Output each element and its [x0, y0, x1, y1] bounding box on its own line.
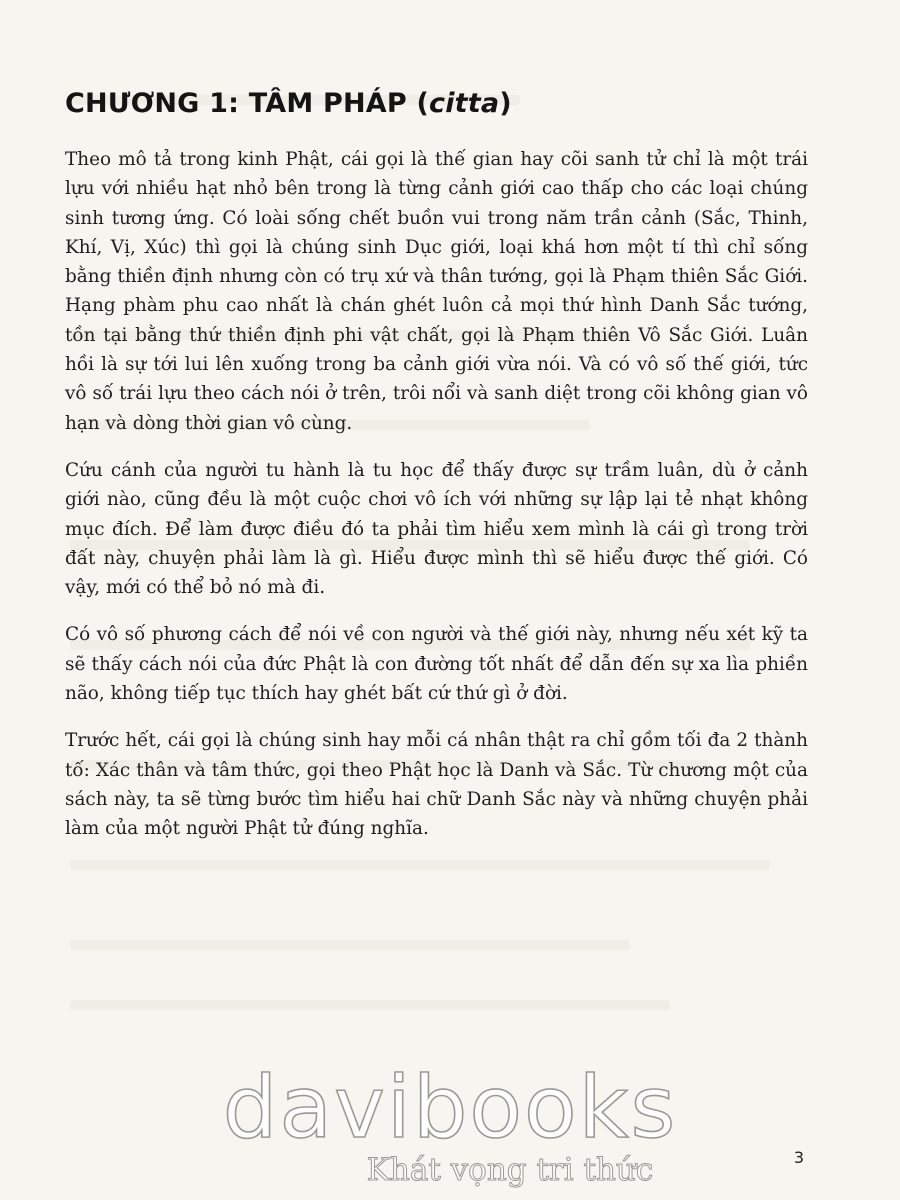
chapter-title-pali-term: citta [429, 88, 500, 119]
page-number: 3 [793, 1148, 804, 1167]
watermark-brand: davibooks [222, 1058, 678, 1158]
watermark-tagline: Khát vọng tri thức [366, 1152, 654, 1188]
chapter-title [65, 88, 808, 119]
paragraph: Trước hết, cái gọi là chúng sinh hay mỗi cá nhân thật ra chỉ gồm tối đa 2 thành tố: Xác thân và tâm thức, gọi theo Phật học là Danh và Sắc. Từ chương một của sách này, ta sẽ từng bước tìm hiểu hai chữ Danh Sắc này và những chuyện phải làm của một người Phật tử đúng nghĩa. [65, 730, 808, 840]
chapter-title-suffix: ) [499, 88, 512, 119]
paragraph: Có vô số phương cách để nói về con người và thế giới này, nhưng nếu xét kỹ ta sẽ thấy cách nói của đức Phật là con đường tốt nhất để dẫn đến sự xa lìa phiền não, không tiếp tục thích hay ghét bất cứ thứ gì ở đời. [65, 624, 808, 705]
paragraph: Cứu cánh của người tu hành là tu học để thấy được sự trầm luân, dù ở cảnh giới nào, cũng đều là một cuộc chơi vô ích với những sự lập lại tẻ nhạt không mục đích. Để làm được điều đó ta phải tìm hiểu xem mình là cái gì trong trời đất này, chuyện phải làm là gì. Hiểu được mình thì sẽ hiểu được thế giới. Có vậy, mới có thể bỏ nó mà đi. [65, 459, 808, 599]
book-page-content [65, 88, 808, 862]
paragraph: Theo mô tả trong kinh Phật, cái gọi là thế gian hay cõi sanh tử chỉ là một trái lựu với nhiều hạt nhỏ bên trong là từng cảnh giới cao thấp cho các loại chúng sinh tương ứng. Có loài sống chết buồn vui trong năm trần cảnh (Sắc, Thinh, Khí, Vị, Xúc) thì gọi là chúng sinh Dục giới, loại khá hơn một tí thì chỉ sống bằng thiền định nhưng còn có trụ xứ và thân tướng, gọi là Phạm thiên Sắc Giới. Hạng phàm phu cao nhất là chán ghét luôn cả mọi thứ hình Danh Sắc tướng, tồn tại bằng thứ thiền định phi vật chất, gọi là Phạm thiên Vô Sắc Giới. Luân hồi là sự tới lui lên xuống trong ba cảnh giới vừa nói. Và có vô số thế giới, tức vô số trái lựu theo cách nói ở trên, trôi nổi và sanh diệt trong cõi không gian vô hạn và dòng thời gian vô cùng. [65, 149, 808, 434]
chapter-title-prefix: CHƯƠNG 1: TÂM PHÁP ( [65, 88, 429, 119]
